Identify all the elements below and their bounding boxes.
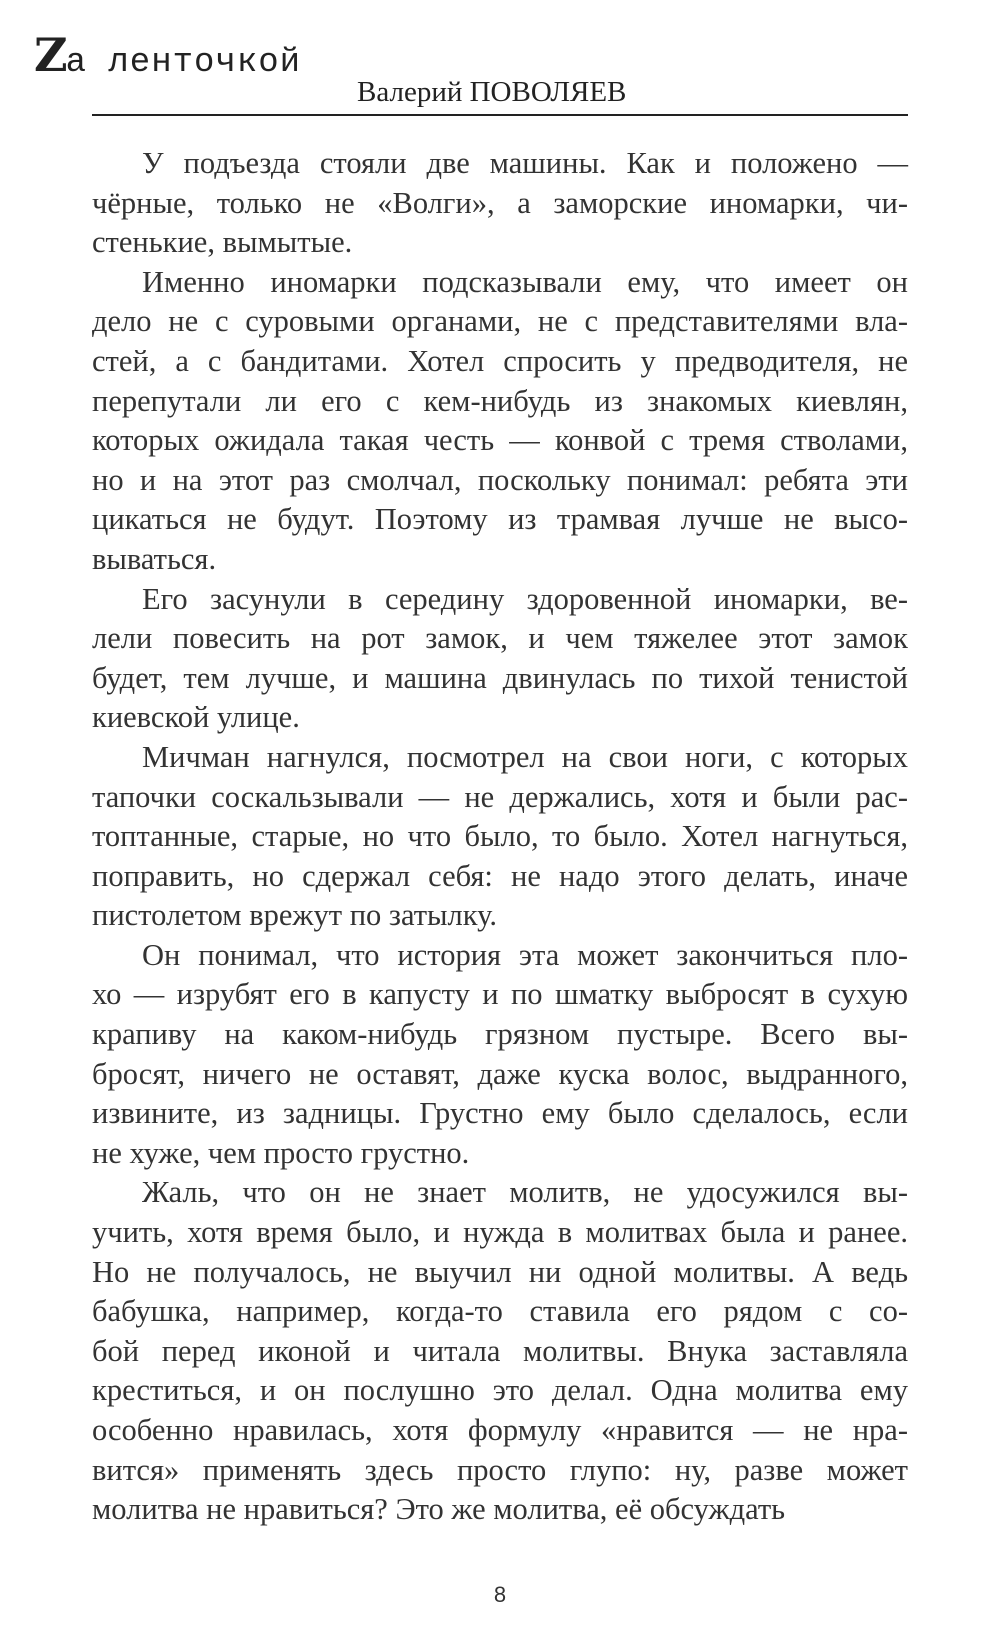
text-line: пистолетом врежут по затылку.: [92, 898, 497, 933]
text-line: бросят, ничего не оставят, даже куска волос, выдранного,: [92, 1056, 908, 1091]
text-line: бой перед иконой и читала молитвы. Внука заставляла: [92, 1333, 908, 1368]
text-line: топтанные, старые, но что было, то было. Хотел нагнуться,: [92, 819, 908, 854]
text-line: Именно иномарки подсказывали ему, что имеет он: [142, 264, 908, 299]
text-line: перепутали ли его с кем-нибудь из знакомых киевлян,: [92, 383, 908, 418]
paragraph: [92, 580, 908, 738]
text-line: поправить, но сдержал себя: не надо этого делать, иначе: [92, 858, 908, 893]
text-line: Но не получалось, не выучил ни одной молитвы. А ведь: [92, 1254, 908, 1289]
text-line: молитва не нравиться? Это же молитва, её обсуждать: [92, 1492, 786, 1527]
paragraph: [92, 936, 908, 1174]
text-line: не хуже, чем просто грустно.: [92, 1135, 470, 1170]
text-line: Он понимал, что история эта может закончиться пло-: [142, 937, 908, 972]
paragraph: [92, 1173, 908, 1529]
text-line: будет, тем лучше, и машина двинулась по тихой тенистой: [92, 660, 908, 695]
paragraph: [92, 263, 908, 580]
author-name: Валерий ПОВОЛЯЕВ: [357, 76, 627, 108]
text-line: стей, а с бандитами. Хотел спросить у предводителя, не: [92, 343, 908, 378]
text-line: особенно нравилась, хотя формулу «нравится — не нра-: [92, 1413, 908, 1447]
header-divider: [92, 114, 908, 116]
text-line: но и на этот раз смолчал, поскольку понимал: ребята эти: [92, 462, 908, 497]
page-body: [92, 144, 908, 1530]
text-line: хо — изрубят его в капусту и по шматку выбросят в сухую: [92, 977, 908, 1012]
text-line: чёрные, только не «Волги», а заморские иномарки, чи-: [92, 185, 908, 220]
text-line: извините, из задницы. Грустно ему было сделалось, если: [92, 1096, 908, 1131]
text-line: креститься, и он послушно это делал. Одна молитва ему: [92, 1373, 908, 1408]
text-line: вываться.: [92, 541, 217, 576]
text-line: Жаль, что он не знает молитв, не удосужился вы-: [142, 1175, 908, 1210]
series-title-rest: а ленточкой: [65, 44, 302, 82]
paragraph: [92, 738, 908, 936]
text-line: стенькие, вымытые.: [92, 225, 353, 260]
text-line: вится» применять здесь просто глупо: ну, разве может: [92, 1452, 908, 1487]
text-line: Его засунули в середину здоровенной иномарки, ве-: [142, 581, 908, 616]
text-line: киевской улице.: [92, 700, 300, 735]
text-line: бабушка, например, когда-то ставила его рядом с со-: [92, 1294, 908, 1329]
series-title-initial: Z: [34, 28, 66, 82]
text-line: лели повесить на рот замок, и чем тяжелее этот замок: [92, 621, 908, 656]
text-line: крапиву на каком-нибудь грязном пустыре. Всего вы-: [92, 1017, 908, 1052]
paragraph: [92, 144, 908, 263]
text-line: цикаться не будут. Поэтому из трамвая лучше не высо-: [92, 502, 908, 537]
series-title: [34, 28, 301, 82]
text-line: Мичман нагнулся, посмотрел на свои ноги, с которых: [142, 739, 908, 774]
text-line: дело не с суровыми органами, не с представителями вла-: [92, 304, 908, 339]
text-line: тапочки соскальзывали — не держались, хотя и были рас-: [92, 779, 908, 814]
text-line: учить, хотя время было, и нужда в молитвах была и ранее.: [92, 1215, 908, 1250]
text-line: У подъезда стояли две машины. Как и положено —: [142, 146, 908, 180]
text-line: которых ожидала такая честь — конвой с тремя стволами,: [92, 423, 908, 458]
page-number: 8: [493, 1582, 507, 1607]
